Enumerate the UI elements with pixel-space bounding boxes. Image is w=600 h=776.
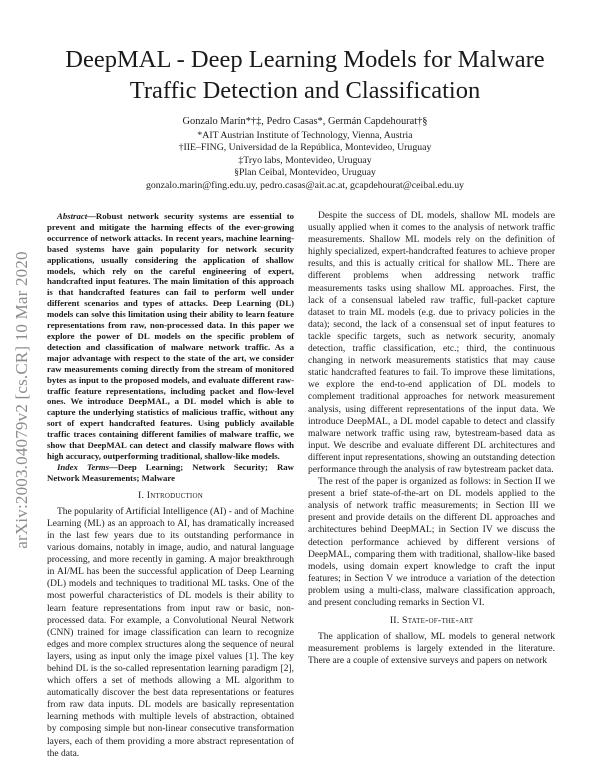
index-terms-lead: Index Terms— [57, 461, 118, 472]
affiliation-plan-ceibal: §Plan Ceibal, Montevideo, Uruguay [234, 167, 376, 179]
section-heading-introduction: I. Introduction [138, 489, 203, 501]
affiliation-tryo-labs: ‡Tryo labs, Montevideo, Uruguay [238, 154, 372, 166]
intro-paragraph-2: Despite the success of DL models, shallow ML models are usually applied when it comes to the analysis of network traffic measurements. Shallow ML models rely on the definition of highly specialized, expert-handcrafted features to achieve proper results, and this is actually critical for shallow ML. There are different problems when addressing network traffic measurements tasks using shallow ML approaches. First, the lack of a consensual labeled raw traffic, full-packet capture dataset to train ML models (e.g. due to privacy policies in the data); second, the lack of a consensual set of input features to tackle specific targets, such as network security, anomaly detection, traffic classification, etc.; third, the continuous changing in network measurements statistics that may cause static handcrafted features to fail. To improve these limitations, we explore the end-to-end application of DL models to complement traditional approaches for network measurement analysis, using different representations of the input data. We introduce DeepMAL, a DL model capable to detect and classify malware network traffic using raw, bytestream-based data as input. We describe and evaluate different DL architectures and different input representations, showing an outstanding detection performance through the analysis of raw bytestream packet data. [308, 211, 555, 475]
abstract-lead: Abstract— [57, 211, 96, 221]
intro-paragraph-1: The popularity of Artificial Intelligence (AI) - and of Machine Learning (ML) as an approach to AI, has dramatically increased in the last few years due to its outstanding performance in various domains, notably in image, audio, and natural language processing, and more recently in gaming. A major breakthrough in AI/ML has been the successful application of Deep Learning (DL) models and techniques to traditional ML tasks. One of the most powerful characteristics of DL models is their ability to learn feature representations from input raw or basic, non-processed data. For example, a Convolutional Neural Network (CNN) trained for image classification can learn to recognize edges and more complex structures along the sequence of neural layers, using as input only the image pixel values [1]. The key behind DL is the so-called representation learning paradigm [2], which offers a set of methods allowing a ML algorithm to automatically discover the best data representations or features from raw data inputs. DL models are basically representation learning methods with multiple levels of abstraction, obtained by composing simple but non-linear consecutive transformation layers, each of them providing a more abstract representation of the data. [47, 506, 294, 759]
arxiv-stamp [4, 205, 40, 595]
abstract-paragraph [47, 211, 294, 462]
author-block [60, 116, 550, 193]
abstract [47, 211, 294, 484]
section-heading-state-of-the-art: II. State-of-the-art [389, 615, 474, 627]
affiliation-ait: *AIT Austrian Institute of Technology, Vienna, Austria [197, 129, 413, 141]
left-column [47, 211, 294, 760]
affiliation-iie-fing: †IIE–FING, Universidad de la República, Montevideo, Uruguay [178, 142, 432, 154]
arxiv-identifier: arXiv:2003.04079v2 [cs.CR] 10 Mar 2020 [12, 251, 32, 549]
abstract-text: Robust network security systems are essential to prevent and mitigate the harming effects of the ever-growing occurrence of network attacks. In recent years, machine learning-based systems have gain popularity for network security applications, usually considering the application of shallow models, which rely on the careful engineering of expert, handcrafted input features. The main limitation of this approach is that handcrafted features can fail to perform well under different scenarios and types of attacks. Deep Learning (DL) models can solve this limitation using their ability to learn feature representations from raw, non-processed data. In this paper we explore the power of DL models on the specific problem of detection and classification of malware network traffic. As a major advantage with respect to the state of the art, we consider raw measurements coming directly from the stream of monitored bytes as input to the proposed models, and evaluate different raw-traffic feature representations, including packet and flow-level ones. We introduce DeepMAL, a DL model which is able to capture the underlying statistics of malicious traffic, without any sort of expert handcrafted features. Using publicly available traffic traces containing different families of malware traffic, we show that DeepMAL can detect and classify malware flows with high accuracy, outperforming traditional, shallow-like models. [47, 211, 294, 461]
author-names: Gonzalo Marín*†‡, Pedro Casas*, Germán Capdehourat†§ [182, 116, 428, 127]
related-paragraph-1: The application of shallow, ML models to general network measurement problems is largely extended in the literature. There are a couple of extensive surveys and papers on network [308, 632, 555, 667]
intro-paragraph-3: The rest of the paper is organized as follows: in Section II we present a brief state-of-the-art on DL models applied to the analysis of network traffic measurements; in Section III we present and provide details on the different DL approaches and architectures behind DeepMAL; in Section IV we discuss the detection performance achieved by different versions of DeepMAL, comparing them with traditional, shallow-like based models, using domain expert knowledge to craft the input features; in Section V we introduce a variation of the detection problem using a multi-class, malware classification approach, and present concluding remarks in Section VI. [308, 477, 555, 608]
index-terms-text: Deep Learning; Network Security; Raw Network Measurements; Malware [47, 461, 294, 483]
paper-title: DeepMAL - Deep Learning Models for Malware Traffic Detection and Classification [65, 46, 545, 104]
author-emails: gonzalo.marin@fing.edu.uy, pedro.casas@ait.ac.at, gcapdehourat@ceibal.edu.uy [145, 179, 465, 191]
right-column [308, 210, 555, 667]
index-terms [47, 462, 294, 484]
